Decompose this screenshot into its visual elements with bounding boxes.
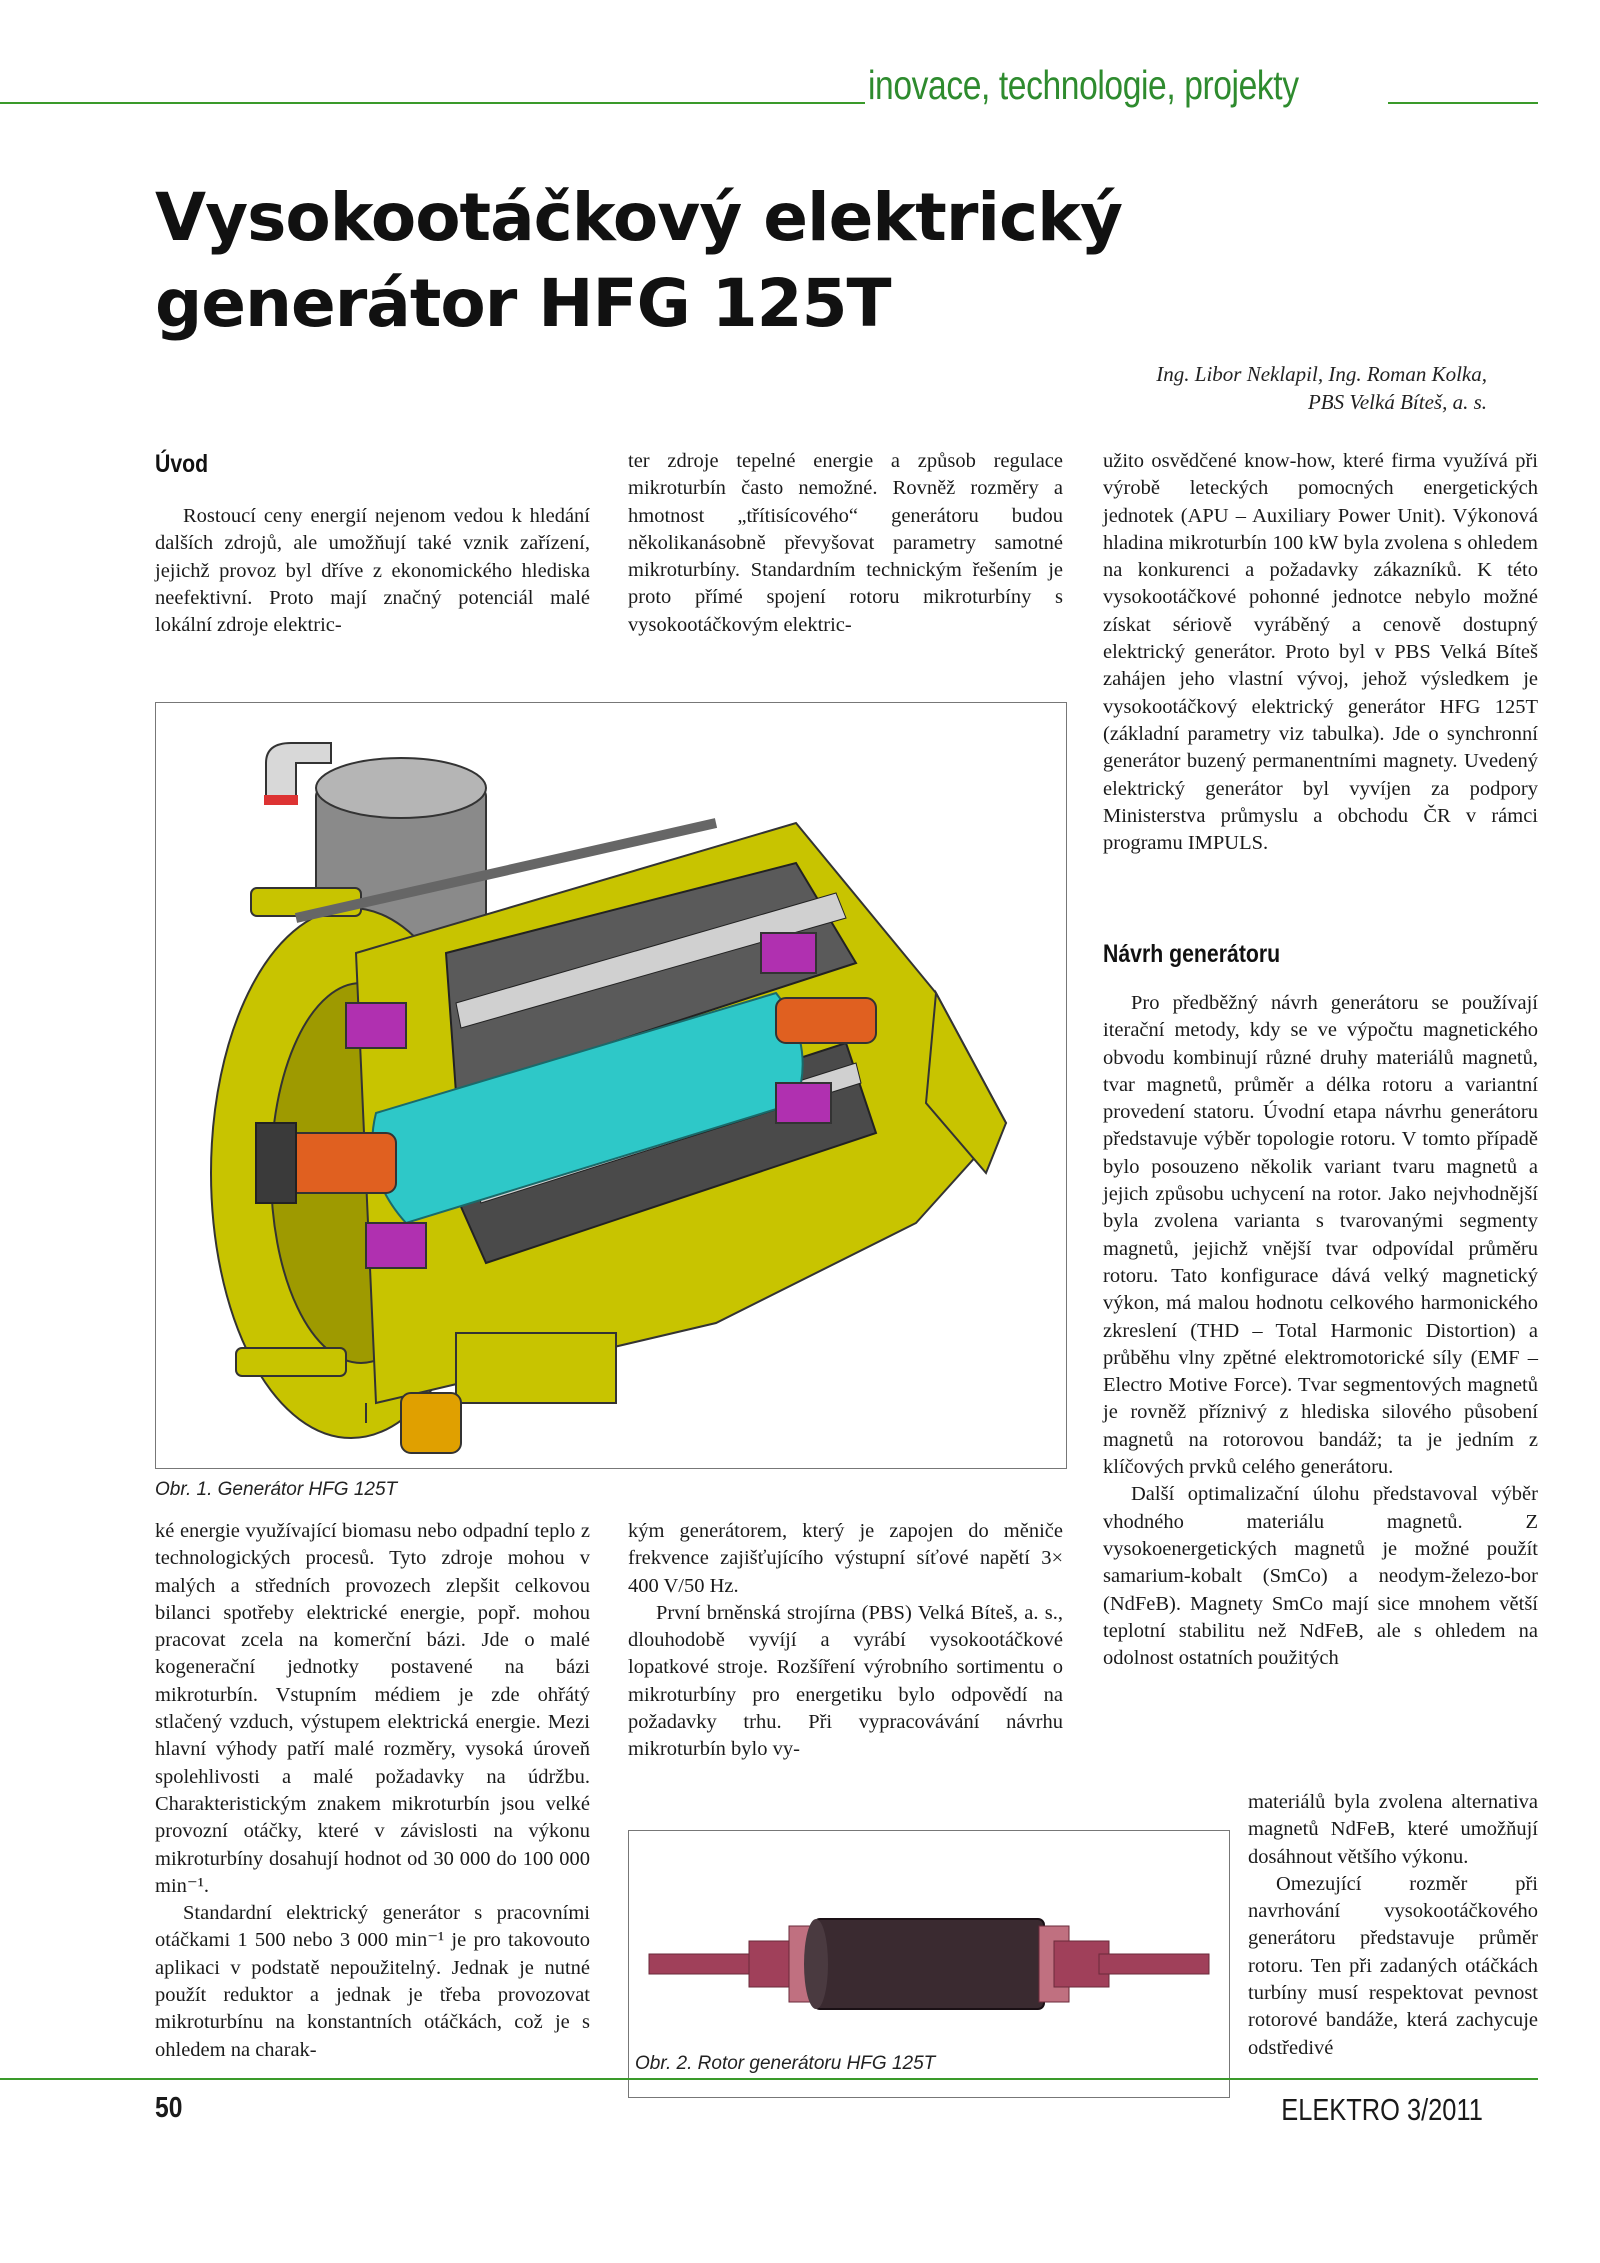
col3-text-a	[1103, 448, 1538, 857]
col3-paragraph-1: užito osvědčené know-how, které firma využívá při výrobě leteckých pomocných energetických jednotek (APU – Auxiliary Power Unit). Výkonová hladina mikroturbín 100 kW byla zvolena s ohledem na konkurenci a požadavky zákazníků. K této vysokootáčkové pohonné jednotce nebylo možné získat sériově vyráběný a cenově dostupný elektrický generátor. Proto byl v PBS Velká Bíteš zahájen jeho vlastní vývoj, jehož výsledkem je vysokootáčkový elektrický generátor HFG 125T (základní parametry viz tabulka). Jde o synchronní generátor buzený permanentními magnety. Uvedený elektrický generátor byl vyvíjen za podpory Ministerstva průmyslu a obchodu ČR v rámci programu IMPULS.	[1103, 450, 1538, 855]
article-title: Vysokootáčkový elektrický generátor HFG 125T	[155, 179, 1123, 342]
generator-cutaway-illustration	[156, 703, 1066, 1468]
col2-bottom-text	[628, 1518, 1063, 1764]
header-rule-left	[0, 102, 865, 104]
col2-paragraph-1: kým generátorem, který je zapojen do měniče frekvence zajišťujícího výstupní síťové napětí 3× 400 V/50 Hz.	[628, 1520, 1063, 1597]
col2-paragraph-2: První brněnská strojírna (PBS) Velká Bíteš, a. s., dlouhodobě vyvíjí a vyrábí vysokootáčkové lopatkové stroje. Rozšíření výrobního sortimentu o mikroturbíny pro energetiku bylo odpovědí na požadavky trhu. Při vypracovávání návrhu mikroturbín bylo vy-	[628, 1601, 1063, 1761]
authors-line-1: Ing. Libor Neklapil, Ing. Roman Kolka,	[1156, 362, 1487, 386]
figure-1-generator	[155, 702, 1067, 1469]
figure-2-caption: Obr. 2. Rotor generátoru HFG 125T	[635, 2053, 936, 2074]
col3-paragraph-2: Pro předběžný návrh generátoru se používají iterační metody, kdy se ve výpočtu magnetického obvodu kombinují různé druhy materiálů magnetů, tvar magnetů, průměr a délka rotoru a variantní provedení statoru. Úvodní etapa návrhu generátoru představuje výběr topologie rotoru. V tomto případě bylo posouzeno několik variant tvaru magnetů a jejich způsobu uchycení na rotor. Jako nejvhodnější byla zvolena varianta s tvarovanými segmenty magnetů, jejichž vnější tvar odpovídal průměru rotoru. Tato konfigurace dává velký magnetický výkon, má malou hodnotu celkového harmonického zkreslení (THD – Total Harmonic Distortion) a průběhu vlny zpětné elektromotorické síly (EMF – Electro Motive Force). Tvar segmentových magnetů je rovněž příznivý z hlediska silového působení magnetů na rotorovou bandáž; ta je jedním z klíčových prvků celého generátoru.	[1103, 992, 1538, 1479]
col3-narrow-paragraph-1: materiálů byla zvolena alternativa magnetů NdFeB, které umožňují dosáhnout většího výkonu.	[1248, 1791, 1538, 1868]
footer-rule	[0, 2078, 1538, 2080]
magazine-issue: ELEKTRO 3/2011	[1281, 2092, 1483, 2127]
col1-paragraph-2: Standardní elektrický generátor s pracovními otáčkami 1 500 nebo 3 000 min⁻¹ je pro takovouto aplikaci v podstatě nepoužitelný. Jednak je nutné použít reduktor a jednak je třeba provozovat mikroturbínu na konstantních otáčkách, což je s ohledem na charak-	[155, 1902, 590, 2061]
authors	[887, 360, 1487, 416]
col1-top-text	[155, 503, 590, 639]
col3-narrow-paragraph-2: Omezující rozměr při navrhování vysokootáčkového generátoru představuje průměr rotoru. Ten při zadaných otáčkách turbíny musí respektovat pevnost rotorové bandáže, která zachycuje odstředivé	[1248, 1872, 1538, 2059]
header-rule-right	[1388, 102, 1538, 104]
col1-paragraph-1: ké energie využívající biomasu nebo odpadní teplo z technologických procesů. Tyto zdroje mohou v malých a středních provozech zlepšit celkovou bilanci spotřeby elektrické energie, popř. mohou pracovat zcela na komerční bázi. Jde o malé kogenerační jednotky postavené na bázi mikroturbín. Vstupním médiem je zde ohřátý stlačený vzduch, výstupem elektrická energie. Mezi hlavní výhody patří malé rozměry, vysoká úroveň spolehlivosti a malé požadavky na údržbu. Charakteristickým znakem mikroturbín jsou velké provozní otáčky, které v závislosti na výkonu mikroturbíny dosahují hodnot od 30 000 do 100 000 min⁻¹.	[155, 1520, 590, 1897]
figure-1-caption: Obr. 1. Generátor HFG 125T	[155, 1479, 398, 1500]
section-tag: inovace, technologie, projekty	[868, 62, 1299, 108]
col2-top-paragraph: ter zdroje tepelné energie a způsob regulace mikroturbín často nemožné. Rovněž rozměry a hmotnost „třítisícového“ generátoru budou několikanásobně převyšovat parametry samotné mikroturbíny. Standardním technickým řešením je proto přímé spojení rotoru mikroturbíny s vysokootáčkovým elektric-	[628, 450, 1063, 636]
design-heading: Návrh generátoru	[1103, 940, 1281, 968]
col3-text-narrow	[1248, 1789, 1538, 2062]
authors-line-2: PBS Velká Bíteš, a. s.	[1307, 390, 1487, 414]
intro-heading: Úvod	[155, 450, 209, 478]
col3-text-b	[1103, 990, 1538, 1672]
col2-top-text	[628, 448, 1063, 639]
col3-paragraph-3: Další optimalizační úlohu představoval výběr vhodného materiálu magnetů. Z vysokoenergetických magnetů je možné použít samarium-kobalt (SmCo) a neodym-železo-bor (NdFeB). Magnety SmCo mají sice mnohem větší teplotní stabilitu než NdFeB, ale s ohledem na odolnost ostatních použitých	[1103, 1483, 1538, 1670]
col1-bottom-text	[155, 1518, 590, 2064]
col1-top-paragraph: Rostoucí ceny energií nejenom vedou k hledání dalších zdrojů, ale umožňují také vznik zařízení, jejichž provoz byl dříve z ekonomického hlediska neefektivní. Proto mají značný potenciál malé lokální zdroje elektric-	[155, 505, 590, 637]
page-number: 50	[155, 2092, 183, 2124]
